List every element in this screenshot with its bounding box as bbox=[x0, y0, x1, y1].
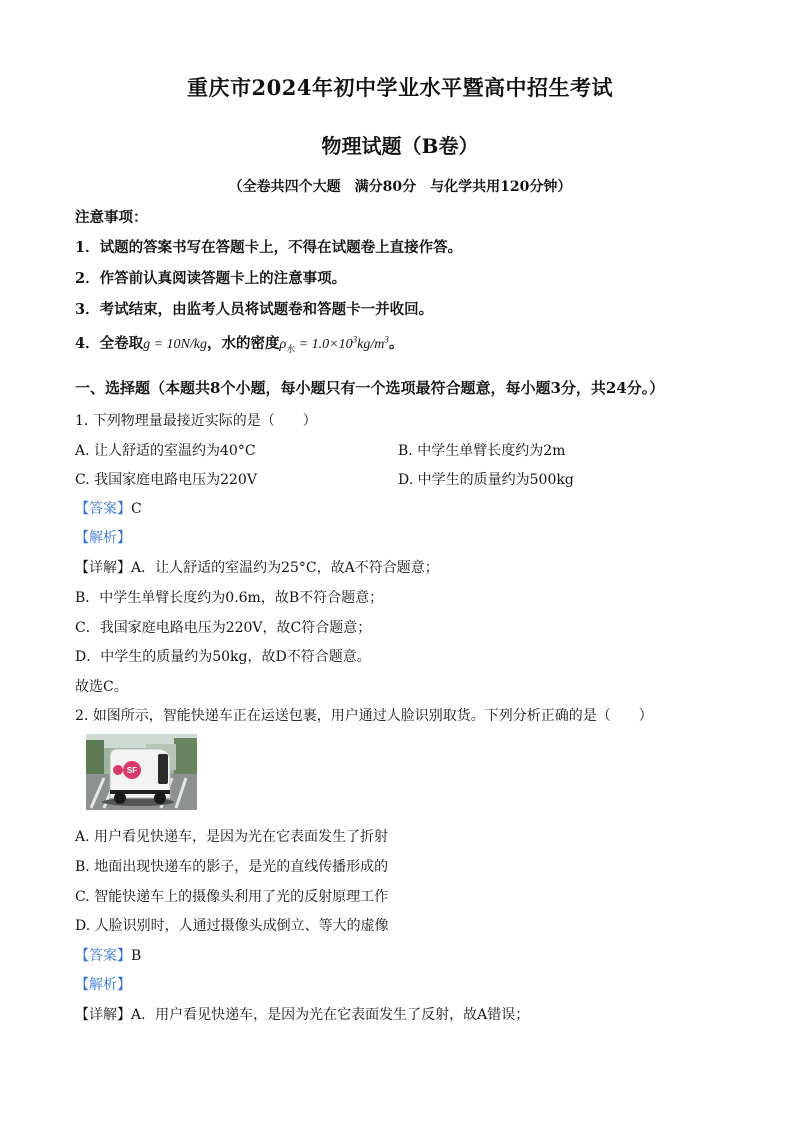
answer-tag: 【答案】 bbox=[75, 948, 131, 964]
answer-tag: 【答案】 bbox=[75, 501, 131, 517]
section-heading: 一、选择题（本题共8个小题，每小题只有一个选项最符合题意，每小题3分，共24分。） bbox=[75, 379, 665, 397]
q1-option-c: C. 我国家庭电路电压为220V bbox=[75, 472, 257, 488]
paper-subtitle: 物理试题（B卷） bbox=[321, 134, 479, 158]
q1-option-b: B. 中学生单臂长度约为2m bbox=[398, 443, 566, 459]
q1-analysis-tag: 【解析】 bbox=[75, 530, 131, 546]
q1-option-a: A. 让人舒适的室温约为40°C bbox=[75, 443, 256, 459]
q1-detail-b: B．中学生单臂长度约为0.6m，故B不符合题意； bbox=[75, 590, 384, 606]
notice-item-3: 3．考试结束，由监考人员将试题卷和答题卡一并收回。 bbox=[75, 301, 434, 318]
answer-value: C bbox=[131, 501, 142, 517]
detail-tag: 【详解】 bbox=[75, 1007, 131, 1023]
q1-conclusion: 故选C。 bbox=[75, 679, 128, 695]
notice-item-4 bbox=[75, 332, 403, 355]
q1-detail-c: C．我国家庭电路电压为220V，故C符合题意； bbox=[75, 620, 372, 636]
q2-answer bbox=[75, 945, 141, 965]
notice-item-4-prefix: 4．全卷取 bbox=[75, 335, 144, 352]
density-value: = 1.0×10 bbox=[295, 337, 353, 352]
answer-value: B bbox=[131, 948, 142, 964]
q2-option-d: D. 人脸识别时，人通过摄像头成倒立、等大的虚像 bbox=[75, 918, 389, 934]
density-subscript: 水 bbox=[286, 343, 296, 354]
detail-text: A．用户看见快递车，是因为光在它表面发生了反射，故A错误； bbox=[131, 1007, 530, 1023]
gravity-formula: g = 10N/kg bbox=[143, 337, 207, 352]
q1-stem: 1. 下列物理量最接近实际的是（ ） bbox=[75, 413, 317, 429]
q1-option-d: D. 中学生的质量约为500kg bbox=[398, 472, 574, 488]
q1-answer bbox=[75, 498, 142, 518]
q2-detail-a bbox=[75, 1004, 529, 1024]
density-exponent: 3 bbox=[352, 334, 358, 345]
q2-stem: 2. 如图所示，智能快递车正在运送包裹，用户通过人脸识别取货。下列分析正确的是（ ） bbox=[75, 708, 653, 724]
exam-info: （全卷共四个大题 满分80分 与化学共用120分钟） bbox=[228, 179, 572, 195]
delivery-vehicle-photo bbox=[86, 734, 197, 810]
sf-logo: SF bbox=[126, 766, 138, 775]
density-formula bbox=[279, 334, 389, 354]
detail-tag: 【详解】 bbox=[75, 560, 131, 576]
exam-title: 重庆市2024年初中学业水平暨高中招生考试 bbox=[187, 75, 613, 100]
notice-item-4-mid: ，水的密度 bbox=[206, 335, 280, 352]
notice-item-2: 2．作答前认真阅读答题卡上的注意事项。 bbox=[75, 270, 347, 287]
q2-option-c: C. 智能快递车上的摄像头利用了光的反射原理工作 bbox=[75, 889, 389, 905]
notice-item-1: 1．试题的答案书写在答题卡上，不得在试题卷上直接作答。 bbox=[75, 239, 463, 256]
q2-analysis-tag: 【解析】 bbox=[75, 977, 131, 993]
q2-option-a: A. 用户看见快递车，是因为光在它表面发生了折射 bbox=[75, 829, 389, 845]
density-unit: kg/m bbox=[357, 337, 385, 352]
q1-detail-d: D．中学生的质量约为50kg，故D不符合题意。 bbox=[75, 649, 371, 665]
q2-option-b: B. 地面出现快递车的影子，是光的直线传播形成的 bbox=[75, 859, 389, 875]
notice-item-4-end: 。 bbox=[388, 335, 404, 352]
q1-detail-a bbox=[75, 557, 439, 577]
delivery-vehicle-illustration bbox=[86, 734, 197, 810]
detail-text: A．让人舒适的室温约为25°C，故A不符合题意； bbox=[131, 560, 439, 576]
density-unit-exponent: 3 bbox=[384, 334, 389, 345]
notice-heading: 注意事项： bbox=[75, 209, 148, 226]
density-symbol: ρ bbox=[279, 337, 287, 352]
